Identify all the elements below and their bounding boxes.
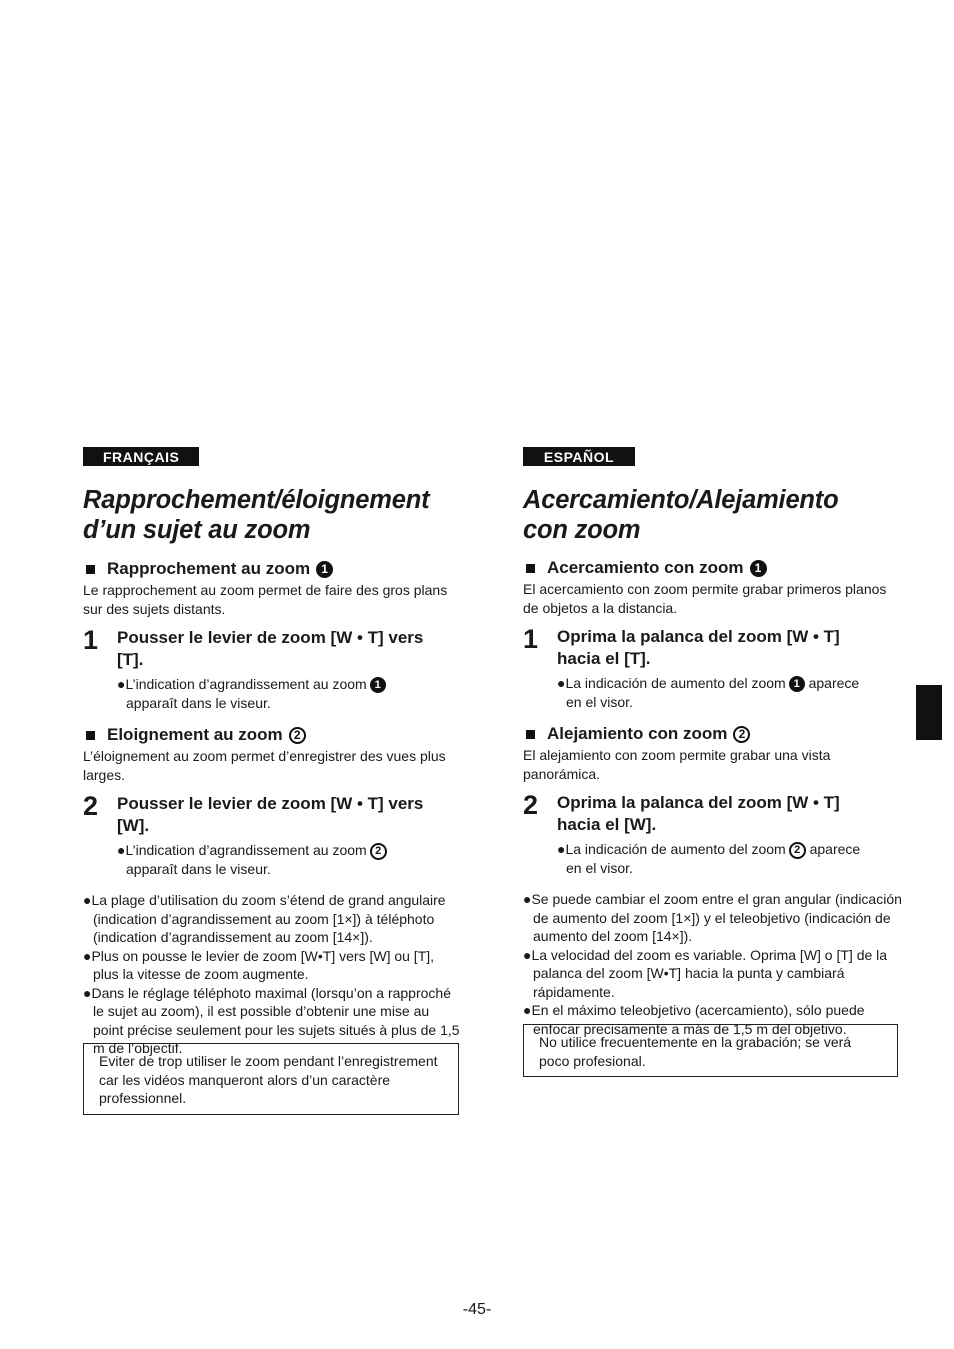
paragraph: L’éloignement au zoom permet d’enregistrer des vues plus larges. (83, 748, 446, 783)
paragraph: El alejamiento con zoom permite grabar una vista panorámica. (523, 747, 831, 782)
list-item: ●La plage d’utilisation du zoom s’étend de grand angulaire (indication d’agrandissement au zoom [1×]) à téléphoto (indication d’agrandissement au zoom [14×]). (83, 892, 446, 945)
french-column (83, 447, 463, 1058)
bullet-list (83, 891, 463, 1058)
marker-2-icon: 2 (733, 726, 750, 743)
step-1: 1 Oprima la palanca del zoom [W • T] hacia el [T]. (523, 624, 840, 668)
subsection-heading: Acercamiento con zoom 1 (523, 558, 903, 578)
step-1: 1 Pousser le levier de zoom [W • T] vers [T]. (83, 625, 424, 669)
subsection-heading: Alejamiento con zoom 2 (523, 724, 903, 744)
square-bullet-icon (86, 731, 95, 740)
step-2: 2 Oprima la palanca del zoom [W • T] hacia el [W]. (523, 790, 840, 834)
note-box: No utilice frecuentemente en la grabación; se verá poco profesional. (523, 1024, 898, 1077)
note-box: Eviter de trop utiliser le zoom pendant l’enregistrement car les vidéos manqueront alors d’un caractère professionnel. (83, 1043, 459, 1115)
subsection-heading: Eloignement au zoom 2 (83, 725, 463, 745)
paragraph: El acercamiento con zoom permite grabar primeros planos de objetos a la distancia. (523, 581, 887, 616)
marker-2-icon: 2 (289, 727, 306, 744)
spanish-column (523, 447, 903, 1038)
list-item: ●Dans le réglage téléphoto maximal (lorsqu’on a rapproché le sujet au zoom), il est possible d’obtenir une mise au point précise seulement pour les sujets situés à plus de 1,5 m de l’objectif. (83, 984, 460, 1056)
bullet-list (523, 890, 903, 1038)
page-number: -45- (462, 1301, 492, 1318)
list-item: ●En el máximo teleobjetivo (acercamiento), sólo puede enfocar precisamente a más de 1,5 m del objetivo. (523, 1002, 865, 1037)
step-note: ●L’indication d’agrandissement au zoom 2 apparaît dans le viseur. (117, 841, 463, 879)
section-title: Rapprochement/éloignement d’un sujet au zoom (83, 486, 430, 544)
language-badge: ESPAÑOL (523, 447, 635, 466)
step-note: ●La indicación de aumento del zoom 2 aparece en el visor. (557, 841, 861, 876)
subsection-heading: Rapprochement au zoom 1 (83, 559, 463, 579)
language-badge: FRANÇAIS (83, 447, 199, 466)
marker-2-icon: 2 (789, 842, 806, 859)
section-tab-marker (916, 685, 942, 740)
section-title: Acercamiento/Alejamiento con zoom (523, 486, 839, 544)
paragraph: Le rapprochement au zoom permet de faire des gros plans sur des sujets distants. (83, 582, 448, 617)
marker-1-icon: 1 (750, 560, 767, 577)
marker-1-icon: 1 (316, 561, 333, 578)
list-item: ●La velocidad del zoom es variable. Oprima [W] o [T] de la palanca del zoom [W•T] hacia la punta y cambiará rápidamente. (523, 946, 888, 1000)
square-bullet-icon (526, 730, 535, 739)
marker-1-icon: 1 (370, 677, 386, 693)
list-item: ●Plus on pousse le levier de zoom [W•T] vers [W] ou [T], plus la vitesse de zoom augmente. (83, 947, 435, 982)
marker-2-icon: 2 (370, 843, 387, 860)
marker-1-icon: 1 (789, 676, 805, 692)
step-2: 2 Pousser le levier de zoom [W • T] vers [W]. (83, 791, 424, 835)
list-item: ●Se puede cambiar el zoom entre el gran angular (indicación de aumento del zoom [1×]) y el teleobjetivo (indicación de aumento del zoom [14×]). (523, 891, 902, 944)
step-note: ●La indicación de aumento del zoom 1 aparece en el visor. (557, 675, 860, 710)
step-note: ●L’indication d’agrandissement au zoom 1 apparaît dans le viseur. (117, 675, 463, 713)
square-bullet-icon (86, 565, 95, 574)
square-bullet-icon (526, 564, 535, 573)
